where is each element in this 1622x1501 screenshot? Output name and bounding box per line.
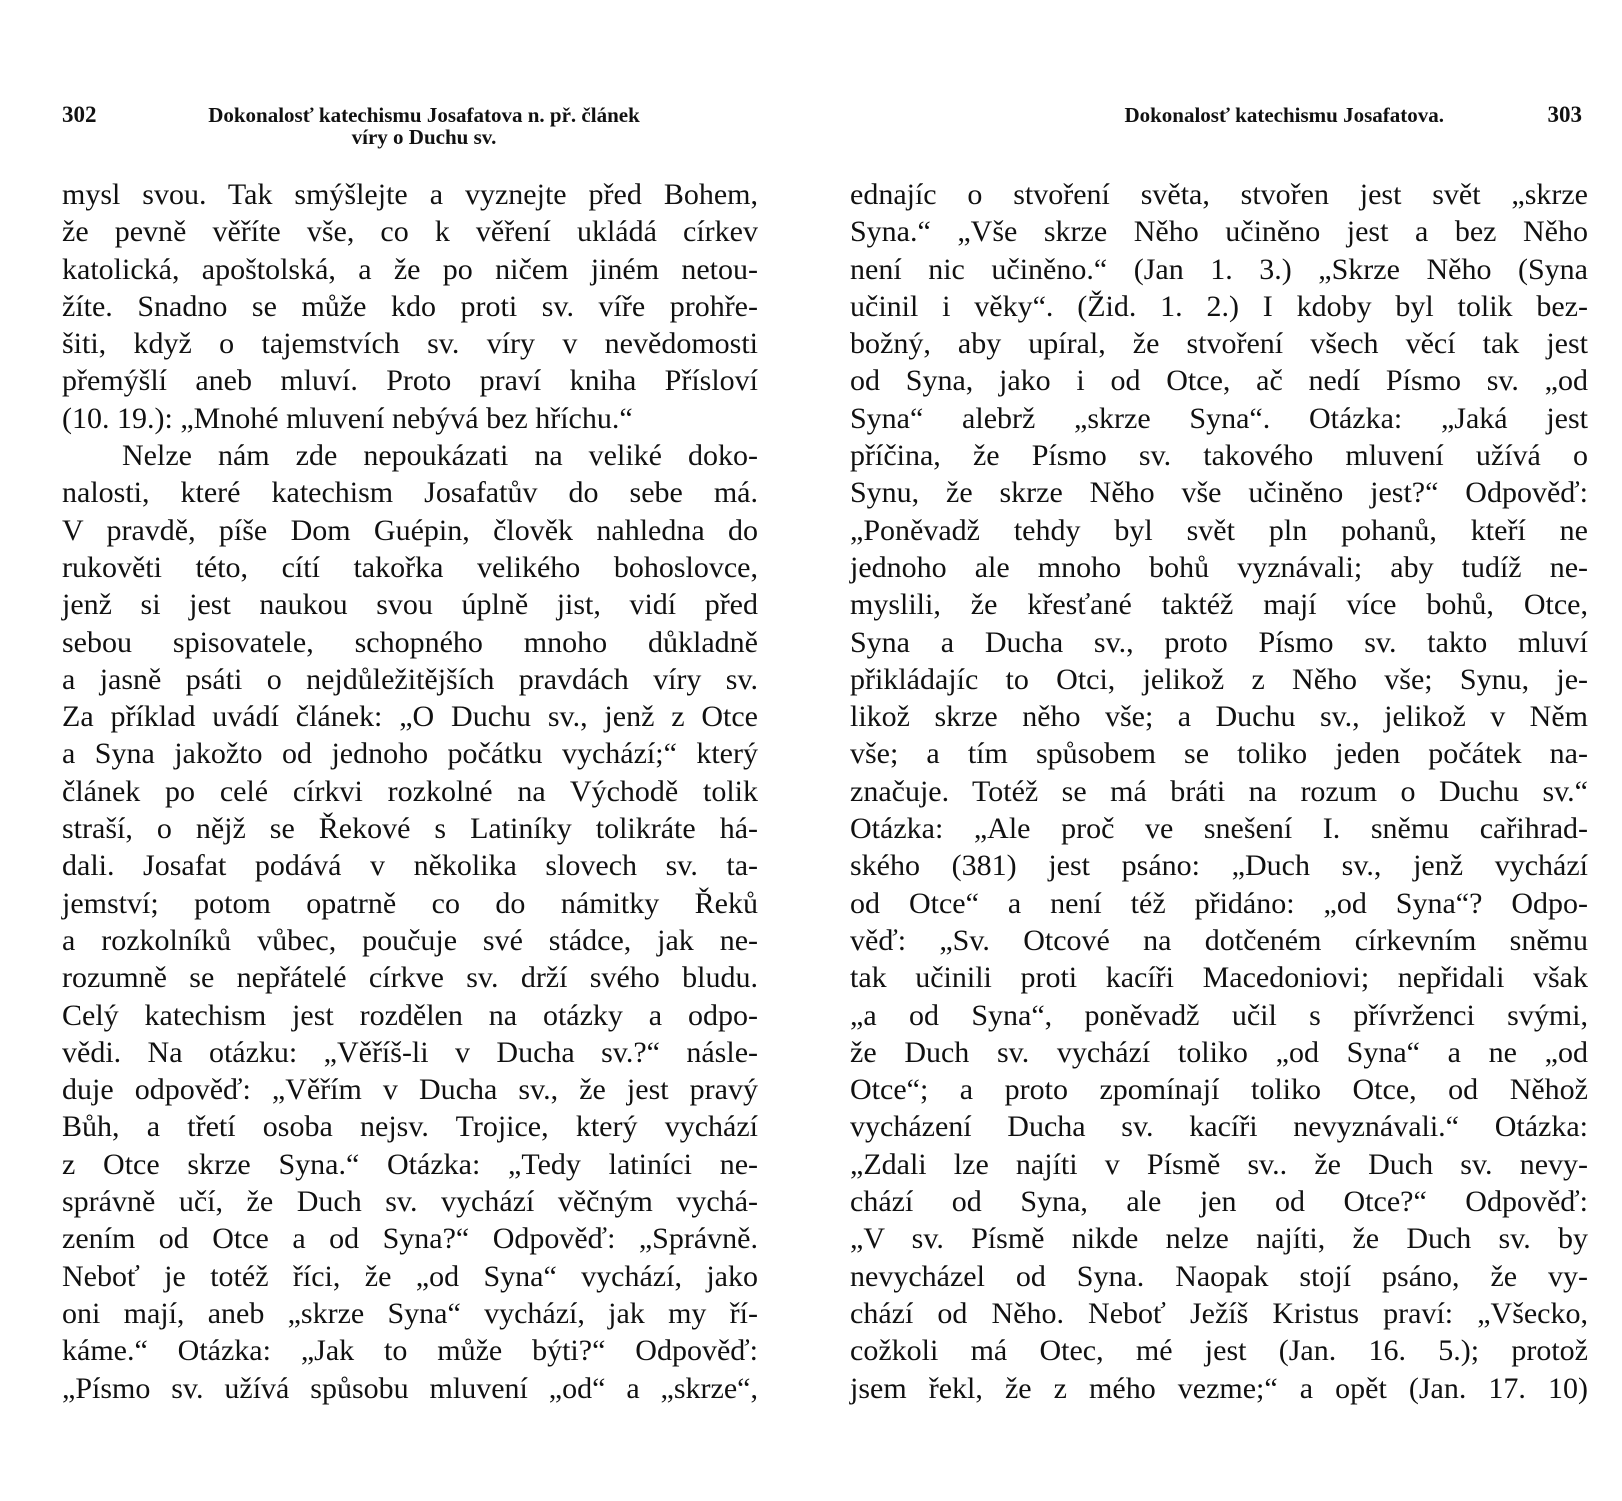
text-line: jemství; potom opatrně co do námitky Řeků bbox=[62, 886, 758, 920]
text-line: „V sv. Písmě nikde nelze najíti, že Duch sv. by bbox=[850, 1222, 1588, 1256]
running-head bbox=[104, 104, 744, 148]
text-line: chází od Něho. Neboť Ježíš Kristus praví: „Všecko, bbox=[850, 1296, 1588, 1330]
text-line: nalosti, které katechism Josafatův do sebe má. bbox=[62, 476, 758, 510]
text-line: vědi. Na otázku: „Věříš-li v Ducha sv.?“ násle- bbox=[62, 1035, 758, 1069]
text-line: katolická, apoštolská, a že po ničem jiném netou- bbox=[62, 252, 758, 286]
text-line: straší, o nějž se Řekové s Latiníky tolikráte há- bbox=[62, 812, 758, 846]
text-line: z Otce skrze Syna.“ Otázka: „Tedy latiníci ne- bbox=[62, 1147, 758, 1181]
text-line: Syna“ alebrž „skrze Syna“. Otázka: „Jaká jest bbox=[850, 401, 1588, 435]
page-number: 303 bbox=[1547, 102, 1582, 127]
text-line: rukověti této, cítí takořka velikého bohoslovce, bbox=[62, 550, 758, 584]
text-line: šiti, když o tajemstvích sv. víry v nevědomosti bbox=[62, 327, 758, 361]
text-line: zením od Otce a od Syna?“ Odpověď: „Správně. bbox=[62, 1222, 758, 1256]
text-line: přemýšlí aneb mluví. Proto praví kniha Přísloví bbox=[62, 364, 758, 398]
text-line: dali. Josafat podává v několika slovech sv. ta- bbox=[62, 849, 758, 883]
text-line: správně učí, že Duch sv. vychází věčným vychá- bbox=[62, 1185, 758, 1219]
text-line: jenž si jest naukou svou úplně jist, vidí před bbox=[62, 588, 758, 622]
text-line: duje odpověď: „Věřím v Ducha sv., že jest pravý bbox=[62, 1073, 758, 1107]
text-line: nevycházel od Syna. Naopak stojí psáno, že vy- bbox=[850, 1259, 1588, 1293]
text-line: „Zdali lze najíti v Písmě sv.. že Duch sv. nevy- bbox=[850, 1147, 1588, 1181]
text-line: oni mají, aneb „skrze Syna“ vychází, jak my ří- bbox=[62, 1296, 758, 1330]
text-line: vycházení Ducha sv. kacíři nevyznávali.“ Otázka: bbox=[850, 1110, 1588, 1144]
left-page-text bbox=[62, 176, 758, 1407]
text-line: Za příklad uvádí článek: „O Duchu sv., jenž z Otce bbox=[62, 700, 758, 734]
text-line: tak učinili proti kacíři Macedoniovi; nepřidali však bbox=[850, 961, 1588, 995]
text-line: věď: „Sv. Otcové na dotčeném církevním sněmu bbox=[850, 923, 1588, 957]
text-line: likož skrze něho vše; a Duchu sv., jelikož v Něm bbox=[850, 700, 1588, 734]
text-line: Celý katechism jest rozdělen na otázky a odpo- bbox=[62, 998, 758, 1032]
text-line: že Duch sv. vychází toliko „od Syna“ a ne „od bbox=[850, 1035, 1588, 1069]
text-line: rozumně se nepřátelé církve sv. drží svého bludu. bbox=[62, 961, 758, 995]
text-line: žíte. Snadno se může kdo proti sv. víře prohře- bbox=[62, 289, 758, 323]
text-line: není nic učiněno.“ (Jan 1. 3.) „Skrze Něho (Syna bbox=[850, 252, 1588, 286]
text-line: jsem řekl, že z mého vezme;“ a opět (Jan. 17. 10) bbox=[850, 1371, 1588, 1405]
text-line: příčina, že Písmo sv. takového mluvení užívá o bbox=[850, 439, 1588, 473]
text-line: přikládajíc to Otci, jelikož z Něho vše; Synu, je- bbox=[850, 662, 1588, 696]
text-line: vše; a tím spůsobem se toliko jeden počátek na- bbox=[850, 737, 1588, 771]
running-head-line: víry o Duchu sv. bbox=[351, 125, 497, 149]
text-line: značuje. Totéž se má bráti na rozum o Duchu sv.“ bbox=[850, 774, 1588, 808]
text-line: Otce“; a proto zpomínají toliko Otce, od Něhož bbox=[850, 1073, 1588, 1107]
text-line: ského (381) jest psáno: „Duch sv., jenž vychází bbox=[850, 849, 1588, 883]
right-page bbox=[811, 0, 1622, 1501]
text-line: Nelze nám zde nepoukázati na veliké doko- bbox=[122, 439, 758, 473]
text-line: Otázka: „Ale proč ve snešení I. sněmu cařihrad- bbox=[850, 812, 1588, 846]
text-line: Bůh, a třetí osoba nejsv. Trojice, který vychází bbox=[62, 1110, 758, 1144]
text-line: jednoho ale mnoho bohů vyznávali; aby tudíž ne- bbox=[850, 550, 1588, 584]
page-number: 302 bbox=[62, 102, 97, 127]
running-head-line: Dokonalosť katechismu Josafatova n. př. článek bbox=[208, 103, 640, 127]
text-line: a Syna jakožto od jednoho počátku vychází;“ který bbox=[62, 737, 758, 771]
text-line: „Písmo sv. užívá spůsobu mluvení „od“ a „skrze“, bbox=[62, 1371, 758, 1405]
text-line: (10. 19.): „Mnohé mluvení nebývá bez hříchu.“ bbox=[62, 401, 633, 435]
text-line: Neboť je totéž říci, že „od Syna“ vychází, jako bbox=[62, 1259, 758, 1293]
text-line: myslili, že křesťané taktéž mají více bohů, Otce, bbox=[850, 588, 1588, 622]
text-line: ednajíc o stvoření světa, stvořen jest svět „skrze bbox=[850, 178, 1588, 211]
text-line: Syna a Ducha sv., proto Písmo sv. takto mluví bbox=[850, 625, 1588, 659]
text-line: mysl svou. Tak smýšlejte a vyznejte před Bohem, bbox=[62, 178, 758, 211]
text-line: cožkoli má Otec, mé jest (Jan. 16. 5.); protož bbox=[850, 1334, 1588, 1368]
text-line: Synu, že skrze Něho vše učiněno jest?“ Odpověď: bbox=[850, 476, 1588, 510]
text-line: Syna.“ „Vše skrze Něho učiněno jest a bez Něho bbox=[850, 215, 1588, 249]
text-line: chází od Syna, ale jen od Otce?“ Odpověď: bbox=[850, 1185, 1588, 1219]
text-line: „Poněvadž tehdy byl svět pln pohanů, kteří ne bbox=[850, 513, 1588, 547]
text-line: „a od Syna“, poněvadž učil s přívrženci svými, bbox=[850, 998, 1588, 1032]
text-line: božný, aby upíral, že stvoření všech věcí tak jest bbox=[850, 327, 1588, 361]
text-line: od Syna, jako i od Otce, ač nedí Písmo sv. „od bbox=[850, 364, 1588, 398]
text-line: V pravdě, píše Dom Guépin, člověk nahledna do bbox=[62, 513, 758, 547]
text-line: od Otce“ a není též přidáno: „od Syna“? Odpo- bbox=[850, 886, 1588, 920]
text-line: a jasně psáti o nejdůležitějších pravdách víry sv. bbox=[62, 662, 758, 696]
right-page-text bbox=[850, 176, 1588, 1407]
text-line: sebou spisovatele, schopného mnoho důkladně bbox=[62, 625, 758, 659]
running-head: Dokonalosť katechismu Josafatova. bbox=[1124, 103, 1444, 127]
text-line: a rozkolníků vůbec, poučuje své stádce, jak ne- bbox=[62, 923, 758, 957]
text-line: káme.“ Otázka: „Jak to může býti?“ Odpověď: bbox=[62, 1334, 758, 1368]
text-line: učinil i věky“. (Žid. 1. 2.) I kdoby byl tolik bez- bbox=[850, 289, 1588, 323]
text-line: článek po celé církvi rozkolné na Východě tolik bbox=[62, 774, 758, 808]
text-line: že pevně věříte vše, co k věření ukládá církev bbox=[62, 215, 758, 249]
